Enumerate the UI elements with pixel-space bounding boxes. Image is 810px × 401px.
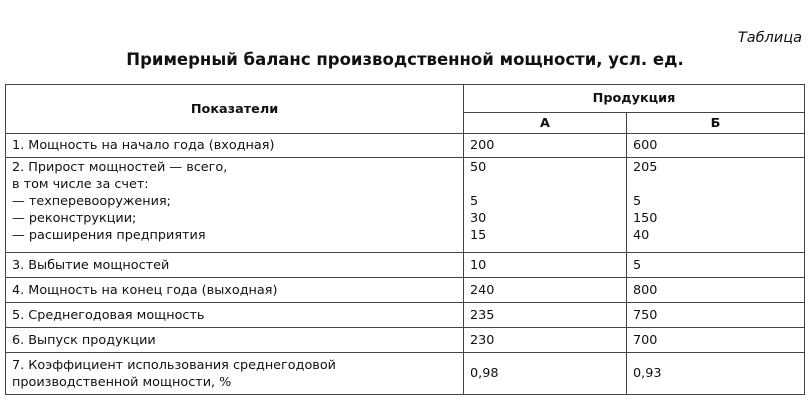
cell-a bbox=[464, 158, 627, 253]
table-title: Примерный баланс производственной мощности, усл. ед. bbox=[126, 50, 684, 69]
cell-a bbox=[464, 134, 627, 158]
row-label bbox=[6, 278, 464, 303]
table-row bbox=[6, 303, 805, 328]
table-row bbox=[6, 353, 805, 395]
cell-a bbox=[464, 353, 627, 395]
table-row bbox=[6, 278, 805, 303]
row-label bbox=[6, 158, 464, 253]
cell-b-value: 600 bbox=[633, 138, 658, 153]
row-label bbox=[6, 303, 464, 328]
cell-a-value bbox=[470, 176, 620, 193]
cell-b-value: 0,93 bbox=[633, 366, 662, 381]
table-row bbox=[6, 158, 805, 253]
table-body bbox=[6, 134, 805, 395]
cell-b bbox=[627, 353, 805, 395]
cell-a-value: 30 bbox=[470, 211, 487, 226]
cell-a bbox=[464, 328, 627, 353]
cell-b-value: 5 bbox=[633, 257, 642, 273]
row-label-line: — реконструкции; bbox=[12, 211, 137, 226]
row-label-line: 5. Среднегодовая мощность bbox=[12, 307, 205, 323]
cell-b bbox=[627, 134, 805, 158]
header-col-b: Б bbox=[627, 113, 805, 134]
table-caption: Таблица bbox=[737, 30, 802, 46]
table-row bbox=[6, 328, 805, 353]
cell-b-value: 205 bbox=[633, 160, 658, 175]
cell-b bbox=[627, 253, 805, 278]
row-label-line: производственной мощности, % bbox=[12, 374, 232, 390]
header-indicators: Показатели bbox=[6, 85, 464, 134]
cell-a-value: 10 bbox=[470, 257, 487, 273]
row-label-line: 4. Мощность на конец года (выходная) bbox=[12, 282, 278, 298]
cell-a bbox=[464, 278, 627, 303]
row-label bbox=[6, 353, 464, 395]
row-label-line: 3. Выбытие мощностей bbox=[12, 257, 170, 273]
table-row bbox=[6, 253, 805, 278]
row-label-line: 7. Коэффициент использования среднегодовой bbox=[12, 357, 336, 373]
cell-a-value: 15 bbox=[470, 228, 487, 243]
cell-b-value: 750 bbox=[633, 307, 658, 323]
row-label-line: 2. Прирост мощностей — всего, bbox=[12, 160, 228, 175]
table-row bbox=[6, 134, 805, 158]
capacity-balance-table bbox=[5, 84, 805, 395]
cell-b-value bbox=[633, 176, 798, 193]
cell-b-value: 700 bbox=[633, 332, 658, 348]
row-label bbox=[6, 134, 464, 158]
cell-a-value: 235 bbox=[470, 307, 495, 323]
row-label-line: — техперевооружения; bbox=[12, 194, 171, 209]
cell-a-value: 50 bbox=[470, 160, 487, 175]
row-label-line: в том числе за счет: bbox=[12, 177, 149, 192]
cell-a bbox=[464, 253, 627, 278]
cell-b bbox=[627, 158, 805, 253]
row-label-line: — расширения предприятия bbox=[12, 228, 206, 243]
cell-a-value: 200 bbox=[470, 138, 495, 153]
cell-b bbox=[627, 278, 805, 303]
row-label-line: 6. Выпуск продукции bbox=[12, 332, 156, 348]
cell-a bbox=[464, 303, 627, 328]
cell-b-value: 800 bbox=[633, 282, 658, 298]
cell-b bbox=[627, 328, 805, 353]
cell-b bbox=[627, 303, 805, 328]
row-label-line: 1. Мощность на начало года (входная) bbox=[12, 138, 275, 153]
cell-a-value: 240 bbox=[470, 282, 495, 298]
row-label bbox=[6, 328, 464, 353]
header-col-a: А bbox=[464, 113, 627, 134]
cell-a-value: 230 bbox=[470, 332, 495, 348]
cell-a-value: 0,98 bbox=[470, 366, 499, 381]
cell-a-value: 5 bbox=[470, 194, 479, 209]
cell-b-value: 150 bbox=[633, 211, 658, 226]
cell-b-value: 40 bbox=[633, 228, 650, 243]
cell-b-value: 5 bbox=[633, 194, 642, 209]
row-label bbox=[6, 253, 464, 278]
header-products: Продукция bbox=[464, 85, 805, 113]
